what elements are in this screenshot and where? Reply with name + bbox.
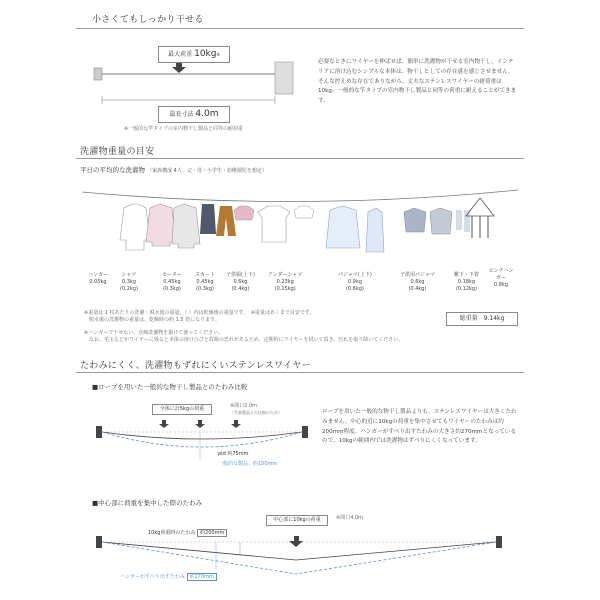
pid-sag-label: pid 約75mm	[218, 451, 249, 457]
wire-sag-label: 10kg荷重時のたわみ 約200mm	[148, 530, 227, 537]
family-note: （家族構成 4人：父・母・小学生・幼稚園児を想定）	[147, 168, 267, 174]
section-title-weight: 洗濯物重量の目安	[80, 147, 155, 157]
max-load-note: ※	[216, 52, 220, 57]
max-load-label: 最大荷重	[168, 51, 193, 58]
item-weight: 子供服(上下) 0.6kg (0.4kg)	[226, 272, 255, 292]
note-line: 脱水後の洗濯物の重量は、乾燥時の約 1.5 倍になります。	[84, 317, 220, 324]
item-weight: ハンガー 0.05kg	[88, 272, 109, 285]
item-weight: アンダーシャツ 0.23kg (0.15kg)	[268, 272, 303, 292]
center-span-note: ※間口4.0m	[336, 515, 364, 521]
max-length-value: 4.0m	[195, 109, 219, 119]
max-load-value: 10kg	[194, 49, 217, 59]
total-value: 9.14kg	[483, 315, 505, 322]
kids-top-icon	[234, 206, 254, 220]
note-line: なお、毛玉などがワイヤーに残ると本体の溶けひびと故障の恐れがあるため、定期的にワイヤーを拭いて頂き、汚れを取り除いてください。	[84, 336, 404, 343]
span-note: ※間口2.0m （竿東製品との比較のため）	[230, 403, 282, 416]
compact-description: 必要なときにワイヤーを伸ばせば、簡単に洗濯物が干せる室内物干し。インテリアに溶け込むシンプルな本体は、物干しとしての存在感を感じさせません。そんな控えめな存在でありながら、丈夫なステンレスワイヤーの耐荷重は10kg。一般的な竿タイプの室内物干し製品と同等の荷重に耐えることができます。	[318, 59, 517, 105]
divider	[76, 158, 524, 159]
item-weight: ピンチハンガー 0.8kg	[488, 268, 514, 288]
max-length-box	[158, 106, 230, 123]
center-load-title: ■中心部に荷重を集中した際のたわみ	[92, 499, 203, 507]
undershirt-icon	[258, 206, 290, 242]
item-weight: セーター 0.45kg (0.3kg)	[162, 272, 182, 292]
hanger-slide-label: ハンガーがすべり出すたわみ 約270mm	[120, 574, 217, 581]
item-weight: パジャマ(上下) 0.9kg (0.6kg)	[338, 272, 372, 292]
weight-subtitle	[80, 165, 267, 174]
section-title-compact: 小さくてもしっかり干せる	[92, 15, 204, 25]
center-load-box: 中心部に10kgの荷重	[266, 515, 328, 526]
item-weight: 靴下・下着 0.18kg (0.12kg)	[454, 272, 480, 292]
pinch-hanger-icon	[466, 198, 494, 238]
undershirt-icon	[294, 206, 314, 218]
section-title-wire: たわみにくく、洗濯物もずれにくいステンレスワイヤー	[80, 361, 311, 371]
pants-icon	[216, 206, 236, 236]
max-load-footnote: ※一般的な竿タイプの室内物干し製品と同等の耐荷重	[124, 126, 243, 132]
max-load-box	[158, 46, 230, 63]
kids-pajama-icon	[430, 208, 452, 234]
divider	[76, 372, 524, 373]
note-line: ※重量は 1 枚あたりの洗濯・脱水後の重量。（ ）内は乾燥後の重量です。 ※重量はあくまで目安です。	[84, 310, 315, 316]
kids-pajama-icon	[404, 208, 426, 232]
load-box: 全体に計5kgの荷重	[152, 404, 212, 415]
shirt-icon	[146, 204, 176, 246]
divider	[76, 28, 524, 29]
sweater-icon	[172, 204, 200, 248]
item-weight: スカート 0.45kg (0.3kg)	[195, 272, 216, 292]
total-label: 総重量	[459, 315, 478, 322]
compare-title: ■ロープを用いた一般的な物干し製品とのたわみ比較	[92, 383, 248, 391]
rope-sag-label: 一般的な製品：約150mm	[218, 461, 278, 467]
skirt-icon	[200, 204, 216, 234]
shirt-icon	[120, 204, 150, 250]
wire-description: ロープを用いた一般的な物干し製品よりも、ステンレスワイヤーは大きくたわみません。中心的近に10kgの荷重を集中させてもワイヤーのたわみは約200mm程度。ハンガーがすべり出すたわみの大きさ約270mmとなっているので、10kgの範囲内では洗濯物はずべりにくくなっています。	[322, 409, 517, 445]
item-weight: 子供用パジャマ 0.6kg (0.4kg)	[400, 272, 435, 292]
pajama-icon	[366, 208, 384, 252]
weight-notes	[84, 310, 424, 344]
total-weight-box	[446, 312, 518, 326]
item-weight: シャツ 0.3kg (0.2kg)	[120, 272, 138, 292]
max-length-label: 最長寸法	[169, 111, 194, 118]
note-line: ※ハンガーで干せない、直線洗濯物を掛けて使ってください。	[84, 329, 224, 336]
laundry-illustration	[80, 178, 520, 266]
weight-subtitle-text: 平日の平均的な洗濯物	[80, 166, 145, 174]
pajama-icon	[326, 206, 360, 248]
